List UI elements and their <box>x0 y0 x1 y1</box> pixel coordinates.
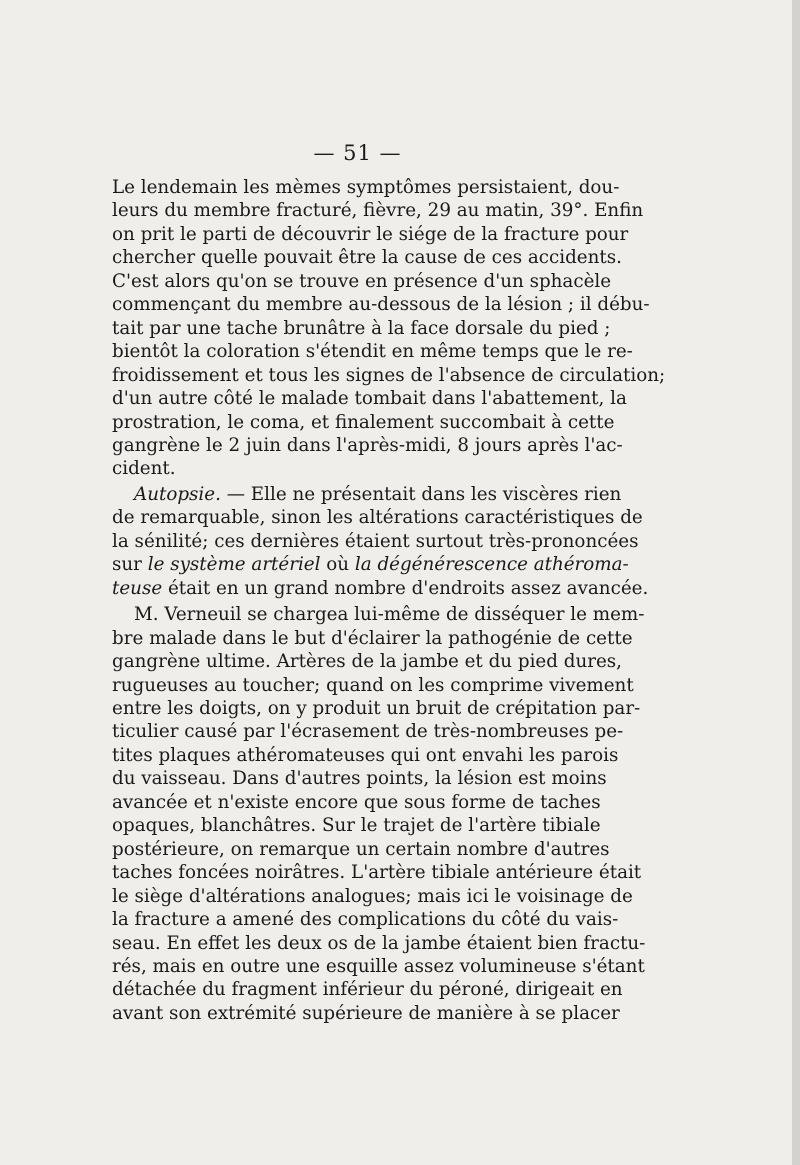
text-line: chercher quelle pouvait être la cause de ces accidents. <box>112 247 622 269</box>
text-line: opaques, blanchâtres. Sur le trajet de l'artère tibiale <box>112 815 601 837</box>
text-line: du vaisseau. Dans d'autres points, la lésion est moins <box>112 768 607 790</box>
text-line: tait par une tache brunâtre à la face dorsale du pied ; <box>112 317 611 339</box>
text-line: M. Verneuil se chargea lui-même de disséquer le mem- <box>134 604 645 626</box>
text-line: seau. En effet les deux os de la jambe étaient bien fractu- <box>112 932 646 954</box>
text-line: bre malade dans le but d'éclairer la pathogénie de cette <box>112 627 633 649</box>
text-line: rugueuses au toucher; quand on les comprime vivement <box>112 674 634 696</box>
text-line: cident. <box>112 458 176 480</box>
text-span: sur <box>112 554 148 576</box>
italic-span: la dégénérescence athéroma- <box>354 554 629 576</box>
text-line <box>112 577 649 600</box>
text-line: avant son extrémité supérieure de manière à se placer <box>112 1002 620 1024</box>
paragraph-2 <box>112 483 649 600</box>
text-line: Le lendemain les mèmes symptômes persistaient, dou- <box>112 177 620 198</box>
text-line: on prit le parti de découvrir le siége de la fracture pour <box>112 223 629 245</box>
text-line <box>112 483 622 506</box>
paragraph-1 <box>112 176 666 481</box>
text-line: C'est alors qu'on se trouve en présence d'un sphacèle <box>112 270 612 292</box>
text-line: commençant du membre au-dessous de la lésion ; il débu- <box>112 294 650 316</box>
text-line: froidissement et tous les signes de l'absence de circulation; <box>112 364 666 386</box>
text-line: postérieure, on remarque un certain nombre d'autres <box>112 838 610 860</box>
text-span: — Elle ne présentait dans les viscères rien <box>220 483 622 505</box>
autopsie-heading: Autopsie. <box>134 483 221 505</box>
text-line: la fracture a amené des complications du côté du vais- <box>112 909 619 931</box>
text-line: détachée du fragment inférieur du péroné, dirigeait en <box>112 979 623 1001</box>
text-span: était en un grand nombre d'endroits assez avancée. <box>162 577 649 599</box>
text-line: taches foncées noirâtres. L'artère tibiale antérieure était <box>112 862 642 884</box>
italic-span: le système artériel <box>147 554 321 576</box>
text-line: de remarquable, sinon les altérations caractéristiques de <box>112 507 643 529</box>
text-line <box>112 553 629 576</box>
italic-span: teuse <box>112 577 163 599</box>
text-line: prostration, le coma, et finalement succombait à cette <box>112 411 615 433</box>
text-line: entre les doigts, on y produit un bruit de crépitation par- <box>112 697 641 719</box>
text-line: gangrène ultime. Artères de la jambe et du pied dures, <box>112 651 622 673</box>
text-line: ticulier causé par l'écrasement de très-nombreuses pe- <box>112 721 624 743</box>
body-text <box>112 176 666 1025</box>
text-line: la sénilité; ces dernières étaient surtout très-prononcées <box>112 530 639 552</box>
page-edge-shadow <box>792 0 800 1165</box>
text-line: rés, mais en outre une esquille assez volumineuse s'étant <box>112 955 645 977</box>
page-number: — 51 — <box>313 141 402 165</box>
paragraph-3 <box>112 603 646 1025</box>
text-line: bientôt la coloration s'étendit en même temps que le re- <box>112 341 633 363</box>
text-line: tites plaques athéromateuses qui ont envahi les parois <box>112 744 619 766</box>
text-line: avancée et n'existe encore que sous forme de taches <box>112 791 601 813</box>
text-line: d'un autre côté le malade tombait dans l'abattement, la <box>112 388 627 410</box>
text-line: le siège d'altérations analogues; mais ici le voisinage de <box>112 885 633 907</box>
text-line: gangrène le 2 juin dans l'après-midi, 8 jours après l'ac- <box>112 434 623 456</box>
text-line: leurs du membre fracturé, fièvre, 29 au matin, 39°. Enfin <box>112 200 644 222</box>
text-span: où <box>320 554 355 576</box>
